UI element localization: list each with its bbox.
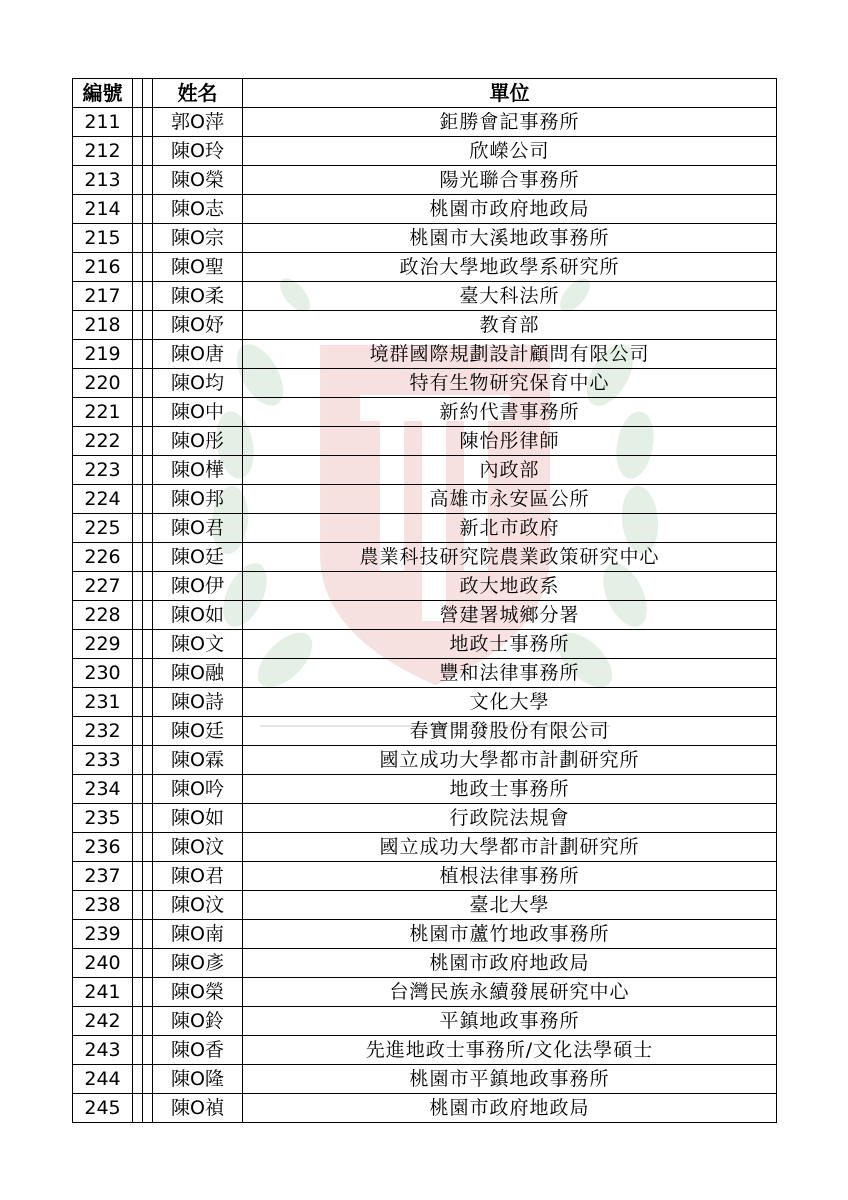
row-spacer: [133, 688, 143, 717]
header-spacer: [133, 79, 143, 108]
row-spacer: [133, 253, 143, 282]
row-spacer: [143, 630, 153, 659]
row-spacer: [133, 369, 143, 398]
header-spacer: [143, 79, 153, 108]
table-row: [73, 137, 777, 166]
row-number: 240: [73, 949, 133, 978]
row-unit: 特有生物研究保育中心: [243, 369, 777, 398]
table-row: [73, 485, 777, 514]
row-number: 230: [73, 659, 133, 688]
row-name: 陳O聖: [153, 253, 243, 282]
table-row: [73, 978, 777, 1007]
header-number: 編號: [73, 79, 133, 108]
row-number: 229: [73, 630, 133, 659]
row-number: 225: [73, 514, 133, 543]
row-spacer: [143, 833, 153, 862]
row-spacer: [133, 427, 143, 456]
row-unit: 國立成功大學都市計劃研究所: [243, 746, 777, 775]
row-unit: 先進地政士事務所/文化法學碩士: [243, 1036, 777, 1065]
row-number: 211: [73, 108, 133, 137]
row-spacer: [143, 224, 153, 253]
row-unit: 教育部: [243, 311, 777, 340]
row-spacer: [133, 1094, 143, 1123]
table-row: [73, 253, 777, 282]
row-spacer: [143, 717, 153, 746]
row-spacer: [143, 949, 153, 978]
row-number: 220: [73, 369, 133, 398]
row-name: 陳O伊: [153, 572, 243, 601]
row-name: 陳O如: [153, 601, 243, 630]
row-number: 238: [73, 891, 133, 920]
row-number: 219: [73, 340, 133, 369]
header-unit: 單位: [243, 79, 777, 108]
row-name: 陳O香: [153, 1036, 243, 1065]
row-unit: 植根法律事務所: [243, 862, 777, 891]
row-unit: 新北市政府: [243, 514, 777, 543]
row-spacer: [143, 398, 153, 427]
row-spacer: [133, 601, 143, 630]
row-name: 陳O唐: [153, 340, 243, 369]
row-spacer: [143, 311, 153, 340]
row-unit: 地政士事務所: [243, 630, 777, 659]
row-number: 217: [73, 282, 133, 311]
row-spacer: [143, 775, 153, 804]
table-row: [73, 224, 777, 253]
row-number: 223: [73, 456, 133, 485]
row-name: 陳O詩: [153, 688, 243, 717]
row-name: 陳O廷: [153, 717, 243, 746]
row-number: 212: [73, 137, 133, 166]
row-spacer: [143, 369, 153, 398]
row-spacer: [143, 804, 153, 833]
table-row: [73, 1094, 777, 1123]
row-name: 陳O榮: [153, 978, 243, 1007]
table-row: [73, 688, 777, 717]
row-number: 244: [73, 1065, 133, 1094]
row-spacer: [143, 572, 153, 601]
row-name: 陳O融: [153, 659, 243, 688]
row-spacer: [133, 543, 143, 572]
row-spacer: [143, 1007, 153, 1036]
roster-table: [72, 78, 777, 1123]
row-number: 231: [73, 688, 133, 717]
table-row: [73, 775, 777, 804]
row-name: 陳O霖: [153, 746, 243, 775]
row-unit: 政大地政系: [243, 572, 777, 601]
row-unit: 高雄市永安區公所: [243, 485, 777, 514]
row-spacer: [133, 195, 143, 224]
row-spacer: [133, 862, 143, 891]
row-spacer: [133, 514, 143, 543]
row-name: 陳O彥: [153, 949, 243, 978]
row-unit: 農業科技研究院農業政策研究中心: [243, 543, 777, 572]
row-number: 218: [73, 311, 133, 340]
row-spacer: [143, 340, 153, 369]
row-spacer: [143, 253, 153, 282]
row-unit: 臺大科法所: [243, 282, 777, 311]
table-row: [73, 311, 777, 340]
row-unit: 內政部: [243, 456, 777, 485]
row-spacer: [133, 398, 143, 427]
row-number: 236: [73, 833, 133, 862]
row-spacer: [133, 224, 143, 253]
header-name: 姓名: [153, 79, 243, 108]
row-spacer: [133, 804, 143, 833]
row-spacer: [143, 891, 153, 920]
roster-body: [73, 108, 777, 1123]
table-row: [73, 630, 777, 659]
row-spacer: [133, 659, 143, 688]
table-row: [73, 659, 777, 688]
row-spacer: [143, 920, 153, 949]
row-spacer: [143, 137, 153, 166]
row-number: 215: [73, 224, 133, 253]
row-spacer: [133, 1036, 143, 1065]
row-number: 213: [73, 166, 133, 195]
row-spacer: [143, 108, 153, 137]
table-row: [73, 1036, 777, 1065]
row-number: 241: [73, 978, 133, 1007]
row-name: 郭O萍: [153, 108, 243, 137]
row-unit: 欣嶸公司: [243, 137, 777, 166]
row-spacer: [133, 166, 143, 195]
row-name: 陳O柔: [153, 282, 243, 311]
table-row: [73, 398, 777, 427]
row-number: 214: [73, 195, 133, 224]
table-row: [73, 514, 777, 543]
row-number: 222: [73, 427, 133, 456]
row-name: 陳O榮: [153, 166, 243, 195]
table-row: [73, 833, 777, 862]
row-spacer: [133, 775, 143, 804]
row-unit: 國立成功大學都市計劃研究所: [243, 833, 777, 862]
row-name: 陳O玲: [153, 137, 243, 166]
table-row: [73, 920, 777, 949]
row-number: 233: [73, 746, 133, 775]
row-number: 235: [73, 804, 133, 833]
row-name: 陳O鈴: [153, 1007, 243, 1036]
row-name: 陳O宗: [153, 224, 243, 253]
row-unit: 春寶開發股份有限公司: [243, 717, 777, 746]
row-number: 234: [73, 775, 133, 804]
row-spacer: [133, 282, 143, 311]
row-unit: 桃園市蘆竹地政事務所: [243, 920, 777, 949]
table-row: [73, 340, 777, 369]
row-name: 陳O隆: [153, 1065, 243, 1094]
row-unit: 營建署城鄉分署: [243, 601, 777, 630]
row-unit: 桃園市平鎮地政事務所: [243, 1065, 777, 1094]
row-unit: 豐和法律事務所: [243, 659, 777, 688]
row-spacer: [143, 688, 153, 717]
table-row: [73, 369, 777, 398]
row-name: 陳O南: [153, 920, 243, 949]
row-unit: 陽光聯合事務所: [243, 166, 777, 195]
table-row: [73, 717, 777, 746]
row-spacer: [133, 340, 143, 369]
row-spacer: [133, 572, 143, 601]
row-name: 陳O志: [153, 195, 243, 224]
table-row: [73, 746, 777, 775]
row-unit: 陳怡彤律師: [243, 427, 777, 456]
row-number: 227: [73, 572, 133, 601]
row-number: 237: [73, 862, 133, 891]
row-spacer: [133, 717, 143, 746]
row-spacer: [143, 862, 153, 891]
table-row: [73, 862, 777, 891]
row-spacer: [143, 514, 153, 543]
row-unit: 文化大學: [243, 688, 777, 717]
row-unit: 新約代書事務所: [243, 398, 777, 427]
row-name: 陳O彤: [153, 427, 243, 456]
row-number: 228: [73, 601, 133, 630]
row-unit: 台灣民族永續發展研究中心: [243, 978, 777, 1007]
row-spacer: [143, 166, 153, 195]
table-row: [73, 572, 777, 601]
row-unit: 桃園市政府地政局: [243, 1094, 777, 1123]
table-row: [73, 195, 777, 224]
row-unit: 臺北大學: [243, 891, 777, 920]
row-spacer: [143, 1094, 153, 1123]
row-name: 陳O廷: [153, 543, 243, 572]
row-name: 陳O樺: [153, 456, 243, 485]
row-name: 陳O汶: [153, 891, 243, 920]
row-spacer: [133, 630, 143, 659]
row-unit: 平鎮地政事務所: [243, 1007, 777, 1036]
header-row: [73, 79, 777, 108]
row-spacer: [143, 601, 153, 630]
table-row: [73, 456, 777, 485]
row-spacer: [143, 485, 153, 514]
row-name: 陳O汶: [153, 833, 243, 862]
row-number: 243: [73, 1036, 133, 1065]
row-unit: 桃園市大溪地政事務所: [243, 224, 777, 253]
row-spacer: [143, 195, 153, 224]
row-unit: 行政院法規會: [243, 804, 777, 833]
row-spacer: [133, 978, 143, 1007]
row-number: 226: [73, 543, 133, 572]
row-unit: 桃園市政府地政局: [243, 949, 777, 978]
row-spacer: [143, 659, 153, 688]
table-row: [73, 166, 777, 195]
table-row: [73, 282, 777, 311]
row-name: 陳O君: [153, 514, 243, 543]
row-unit: 政治大學地政學系研究所: [243, 253, 777, 282]
row-spacer: [133, 746, 143, 775]
row-spacer: [133, 108, 143, 137]
row-unit: 桃園市政府地政局: [243, 195, 777, 224]
row-spacer: [133, 949, 143, 978]
row-spacer: [143, 282, 153, 311]
row-spacer: [143, 978, 153, 1007]
row-spacer: [143, 1036, 153, 1065]
row-name: 陳O均: [153, 369, 243, 398]
row-name: 陳O妤: [153, 311, 243, 340]
table-row: [73, 891, 777, 920]
row-number: 245: [73, 1094, 133, 1123]
row-spacer: [133, 456, 143, 485]
row-number: 221: [73, 398, 133, 427]
row-name: 陳O文: [153, 630, 243, 659]
row-spacer: [133, 833, 143, 862]
table-row: [73, 427, 777, 456]
row-unit: 境群國際規劃設計顧問有限公司: [243, 340, 777, 369]
row-number: 224: [73, 485, 133, 514]
row-spacer: [133, 311, 143, 340]
row-number: 239: [73, 920, 133, 949]
row-spacer: [143, 543, 153, 572]
row-spacer: [133, 137, 143, 166]
row-unit: 鉅勝會記事務所: [243, 108, 777, 137]
row-name: 陳O如: [153, 804, 243, 833]
row-number: 216: [73, 253, 133, 282]
row-number: 242: [73, 1007, 133, 1036]
row-spacer: [133, 920, 143, 949]
table-row: [73, 543, 777, 572]
row-spacer: [133, 485, 143, 514]
row-name: 陳O中: [153, 398, 243, 427]
row-name: 陳O君: [153, 862, 243, 891]
table-row: [73, 1065, 777, 1094]
table-row: [73, 601, 777, 630]
row-unit: 地政士事務所: [243, 775, 777, 804]
table-row: [73, 949, 777, 978]
row-number: 232: [73, 717, 133, 746]
row-name: 陳O禎: [153, 1094, 243, 1123]
table-row: [73, 804, 777, 833]
row-spacer: [143, 746, 153, 775]
row-name: 陳O吟: [153, 775, 243, 804]
row-name: 陳O邦: [153, 485, 243, 514]
row-spacer: [133, 1007, 143, 1036]
row-spacer: [143, 456, 153, 485]
row-spacer: [133, 1065, 143, 1094]
row-spacer: [133, 891, 143, 920]
row-spacer: [143, 427, 153, 456]
table-row: [73, 1007, 777, 1036]
table-row: [73, 108, 777, 137]
row-spacer: [143, 1065, 153, 1094]
